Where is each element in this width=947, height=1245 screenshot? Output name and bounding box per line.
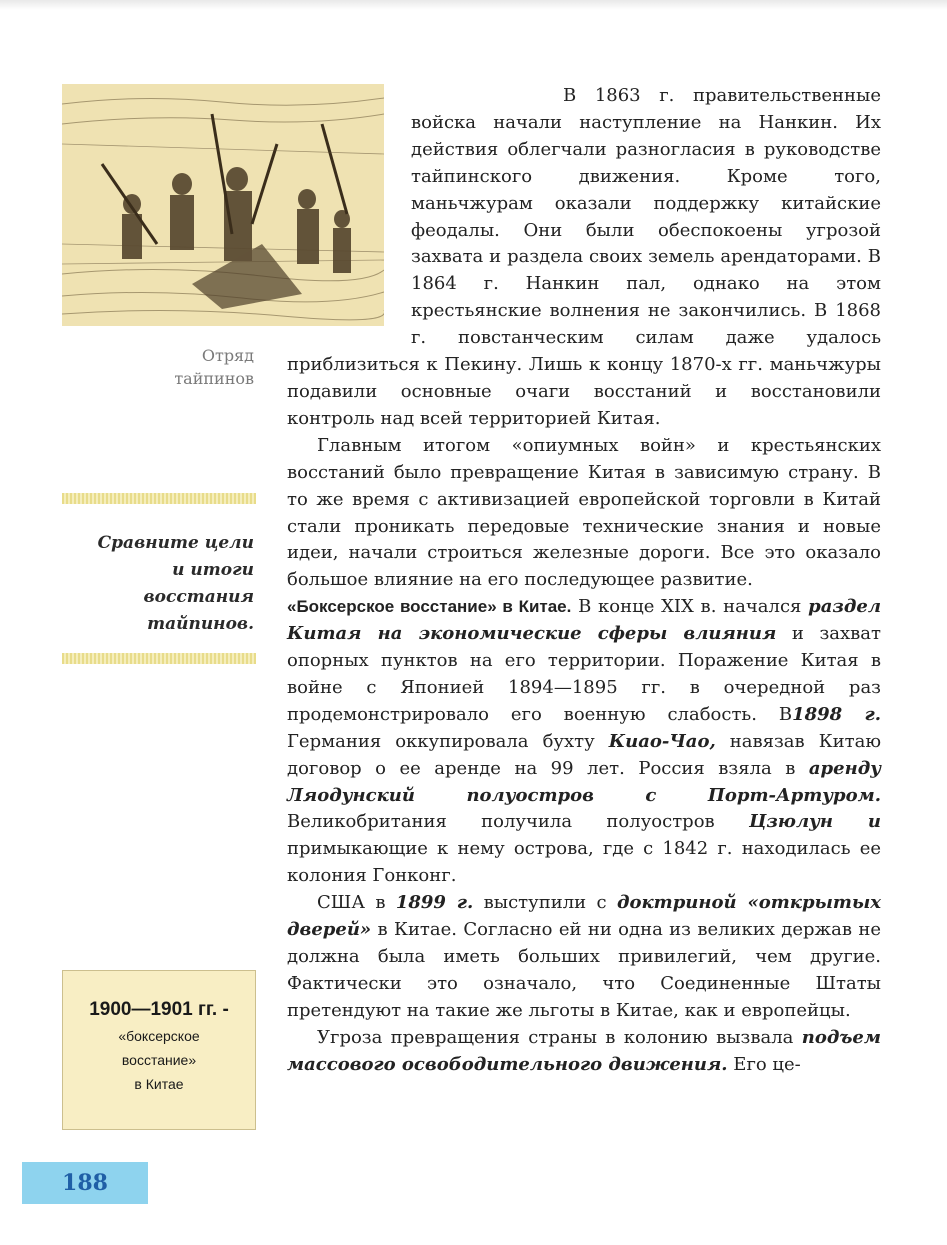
p3-term-kowloon: Цзюлун и [749, 811, 881, 833]
p5-term-liberation-movement: подъем массового освободительного движения. [287, 1026, 881, 1075]
p4-text-3: в Китае. Согласно ей ни одна из великих держав не должна была иметь больших привилегий, чем другие. Фактически это означало, что Соединенные Штаты претендуют на такие же льготы в Китае, как и европейцы. [287, 919, 881, 1021]
section-heading-boxer-rebellion: «Боксерское восстание» в Китае. [287, 597, 572, 617]
question-line-3: восстания [143, 587, 254, 607]
p3-term-kiao-chao: Киао-Чао, [608, 730, 716, 752]
paragraph-4 [287, 890, 881, 1025]
p3-text-4: навязав Китаю договор о ее аренде на 99 лет. Россия взяла в [287, 730, 882, 779]
illustration-caption [120, 344, 254, 390]
review-question [62, 530, 254, 638]
date-box-line-3: в Китае [134, 1076, 184, 1092]
p4-text-2: выступили с [473, 892, 617, 914]
question-line-4: тайпинов. [147, 614, 254, 634]
p3-term-liaodong: аренду Ляодунский полуостров с Порт-Артуром. [287, 757, 881, 806]
paragraph-1-text: В 1863 г. правительственные войска начали наступление на Нанкин. Их действия облегчали разногласия в руководстве тайпинского движения. Кроме того, маньчжурам оказали поддержку китайские феодалы. Они были обеспокоены угрозой захвата и раздела своих земель арендаторами. В 1864 г. Нанкин пал, однако на этом крестьянские волнения не закончились. В 1868 г. повстанческим силам даже удалось приблизиться к Пекину. Лишь к концу 1870-х гг. маньчжуры подавили основные очаги восстаний и восстановили контроль над всей территорией Китая. [287, 85, 881, 429]
p5-text-2: Его це- [727, 1053, 801, 1075]
p3-date-1898: 1898 г. [792, 703, 881, 725]
scan-edge [0, 0, 947, 10]
main-text [287, 83, 881, 1079]
p3-term-spheres: раздел Китая на экономические сферы влияния [287, 596, 881, 645]
question-line-2: и итоги [172, 560, 254, 580]
date-box-description [63, 1024, 255, 1096]
date-box-line-1: «боксерское [118, 1028, 200, 1044]
paragraph-5 [287, 1025, 881, 1079]
p3-text-5: Великобритания получила полуостров [287, 811, 750, 833]
page-number: 188 [22, 1162, 148, 1204]
p4-text-1: США в [317, 892, 396, 914]
p3-text-6: примыкающие к нему острова, где с 1842 г. находилась ее колония Гонконг. [287, 838, 881, 887]
question-line-1: Сравните цели [97, 533, 254, 553]
p3-text-3: Германия оккупировала бухту [287, 730, 609, 752]
question-bottom-rule [62, 653, 256, 664]
p5-text-1: Угроза превращения страны в колонию вызвала [317, 1026, 802, 1048]
illustration-wrap-space [287, 83, 411, 352]
p3-text-1: В конце XIX в. начался [571, 596, 809, 618]
p3-text-2: и захват опорных пунктов на его территории. Поражение Китая в войне с Японией 1894—1895 гг. в очередной раз продемонстрировало его военную слабость. В [287, 623, 881, 725]
date-box [62, 970, 256, 1130]
caption-line-1: Отряд [201, 346, 254, 365]
p4-term-open-door: доктриной «открытых дверей» [287, 892, 881, 941]
date-box-dates: 1900—1901 гг. - [89, 999, 229, 1020]
p4-date-1899: 1899 г. [395, 892, 474, 914]
date-box-line-2: восстание» [121, 1052, 197, 1068]
caption-line-2: тайпинов [174, 369, 254, 388]
question-top-rule [62, 493, 256, 504]
paragraph-3 [287, 594, 881, 890]
paragraph-2: Главным итогом «опиумных войн» и крестьянских восстаний было превращение Китая в зависимую страну. В то же время с активизацией европейской торговли в Китай стали проникать передовые технические знания и новые идеи, начали строиться железные дороги. Все это оказало большое влияние на его последующее развитие. [287, 434, 881, 591]
